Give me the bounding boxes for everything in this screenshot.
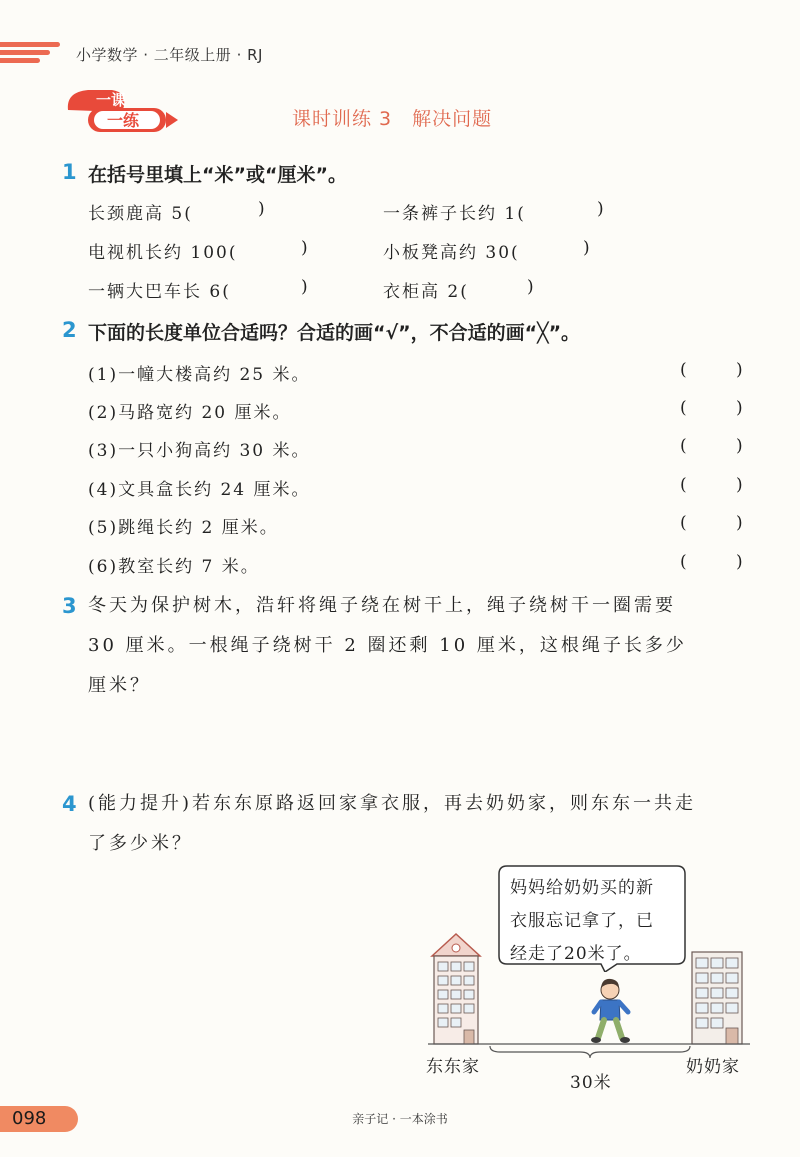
route-illustration <box>420 928 760 1058</box>
q4-line-1: (能力提升)若东东原路返回家拿衣服，再去奶奶家，则东东一共走 <box>88 793 697 814</box>
q2-item-2: (2)马路宽约 20 厘米。 <box>88 403 292 423</box>
question-4-number: 4 <box>62 792 77 816</box>
q2-answer-2-close: ) <box>736 398 743 418</box>
distance-brace <box>490 1046 690 1058</box>
grandma-house-icon <box>692 952 742 1044</box>
bubble-line-1: 妈妈给奶奶买的新 <box>510 878 654 898</box>
lesson-title: 课时训练 3 解决问题 <box>292 108 493 130</box>
q4-line-2: 了多少米？ <box>88 833 193 854</box>
q1-item-2: 一条裤子长约 1( <box>383 204 526 224</box>
q2-answer-4-open: ( <box>680 475 687 495</box>
q2-item-4: (4)文具盒长约 24 厘米。 <box>88 480 311 500</box>
bubble-line-2: 衣服忘记拿了，已 <box>510 911 654 931</box>
q1-item-6: 衣柜高 2( <box>383 282 469 302</box>
q1-item-6-close: ) <box>527 277 534 297</box>
q2-answer-5-open: ( <box>680 513 687 533</box>
distance-label: 30米 <box>570 1073 612 1093</box>
q1-item-4: 小板凳高约 30( <box>383 243 520 263</box>
q2-answer-2-open: ( <box>680 398 687 418</box>
badge-bottom-text: 一练 <box>107 111 140 130</box>
q2-item-3: (3)一只小狗高约 30 米。 <box>88 441 311 461</box>
q2-item-5: (5)跳绳长约 2 厘米。 <box>88 518 279 538</box>
question-1-number: 1 <box>62 160 77 184</box>
q1-item-2-close: ) <box>597 199 604 219</box>
q1-item-4-close: ) <box>583 238 590 258</box>
q1-item-1-close: ) <box>258 199 265 219</box>
q2-answer-5-close: ) <box>736 513 743 533</box>
dongdong-house-icon <box>432 934 480 1044</box>
q2-item-6: (6)教室长约 7 米。 <box>88 557 260 577</box>
q3-line-1: 冬天为保护树木，浩轩将绳子绕在树干上，绳子绕树干一圈需要 <box>88 595 676 616</box>
q2-answer-6-close: ) <box>736 552 743 572</box>
q2-answer-6-open: ( <box>680 552 687 572</box>
q1-item-5-close: ) <box>301 277 308 297</box>
page-number: 098 <box>12 1108 47 1129</box>
book-title: 小学数学 · 二年级上册 · RJ <box>76 46 263 64</box>
q1-item-1: 长颈鹿高 5( <box>88 204 193 224</box>
question-1-text: 在括号里填上“米”或“厘米”。 <box>88 164 347 186</box>
question-3-number: 3 <box>62 594 77 618</box>
q1-item-5: 一辆大巴车长 6( <box>88 282 231 302</box>
header-stripe-decoration <box>0 42 64 64</box>
walking-boy-icon <box>591 979 630 1043</box>
bubble-line-3: 经走了20米了。 <box>510 944 642 964</box>
q2-item-1: (1)一幢大楼高约 25 米。 <box>88 365 311 385</box>
footer-brand: 亲子记 · 一本涂书 <box>352 1112 448 1126</box>
q2-answer-4-close: ) <box>736 475 743 495</box>
q3-line-2: 30 厘米。一根绳子绕树干 2 圈还剩 10 厘米，这根绳子长多少 <box>88 635 687 656</box>
question-2-text: 下面的长度单位合适吗？合适的画“√”，不合适的画“╳”。 <box>88 322 581 344</box>
q2-answer-1-open: ( <box>680 360 687 380</box>
dongdong-home-label: 东东家 <box>426 1057 480 1077</box>
q2-answer-3-close: ) <box>736 436 743 456</box>
lesson-badge <box>62 88 180 136</box>
q1-item-3-close: ) <box>301 238 308 258</box>
q1-item-3: 电视机长约 100( <box>88 243 238 263</box>
q2-answer-1-close: ) <box>736 360 743 380</box>
q3-line-3: 厘米？ <box>88 675 151 696</box>
grandma-home-label: 奶奶家 <box>686 1057 740 1077</box>
q2-answer-3-open: ( <box>680 436 687 456</box>
badge-top-text: 一课 <box>96 91 127 109</box>
question-2-number: 2 <box>62 318 77 342</box>
